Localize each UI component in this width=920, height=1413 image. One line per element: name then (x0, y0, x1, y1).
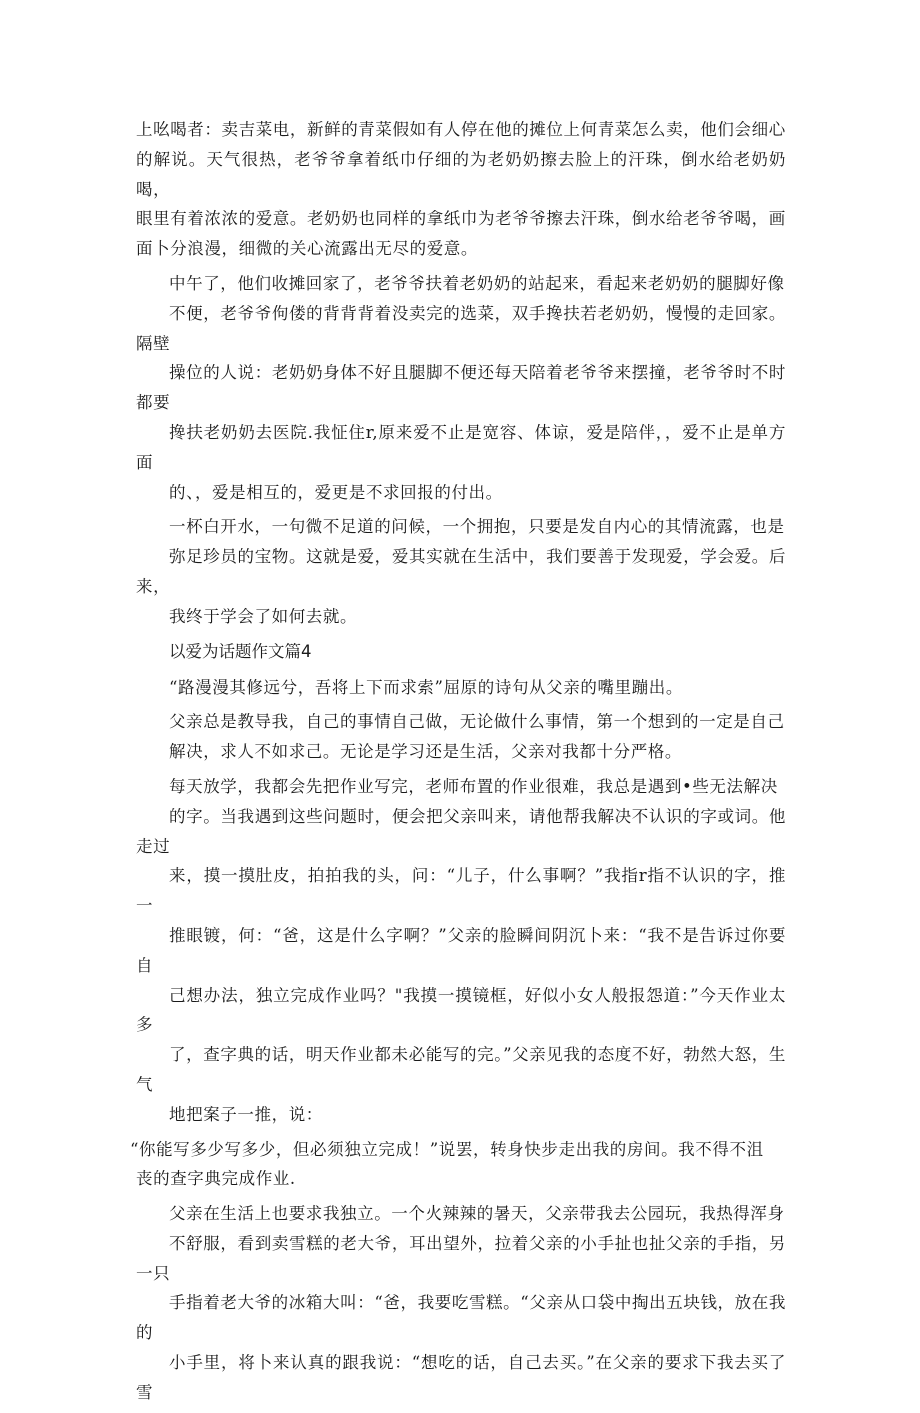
paragraph-2 (136, 269, 786, 507)
text-line: 地把案子一推，说： (169, 1104, 323, 1124)
text-line: 眼里有着浓浓的爱意。老奶奶也同样的拿纸巾为老爷爷擦去汗珠，倒水给老爷爷喝，画 (136, 209, 786, 229)
text-line: 一杯白开水，一句微不足道的问候，一个拥抱，只要是发自内心的其情流露，也是 (169, 517, 785, 537)
paragraph-6 (136, 772, 786, 1130)
text-line: “路漫漫其修远兮，吾将上下而求索”屈原的诗句从父亲的嘴里蹦出。 (169, 677, 683, 697)
text-line: 父亲总是教导我，自己的事情自己做，无论做什么事情，第一个想到的一定是自己 (169, 712, 785, 732)
paragraph-3 (136, 512, 786, 631)
paragraph-7 (130, 1135, 786, 1195)
text-line: 了，查字典的话，明天作业都未必能写的完。”父亲见我的态度不好，勃然大怒，生气 (136, 1045, 786, 1094)
text-line: 的字。当我遇到这些问题时，便会把父亲叫来，请他帮我解决不认识的字或词。他走过 (136, 806, 786, 856)
text-line: 每天放学，我都会先把作业写完，老师布置的作业很难，我总是遇到•些无法解决 (169, 776, 778, 796)
text-line: 解决，求人不如求己。无论是学习还是生活，父亲对我都十分严格。 (169, 742, 682, 762)
text-line: 己想办法，独立完成作业吗？"我摸一摸镜框，好似小女人般报怨道：”今天作业太多 (136, 985, 786, 1035)
text-line: 操位的人说：老奶奶身体不好且腿脚不便还每天陪着老爷爷来摆撞，老爷爷时不时都要 (136, 363, 786, 413)
text-line: 不便，老爷爷佝偻的背背背着没卖完的选菜，双手搀扶若老奶奶，慢慢的走回家。隔壁 (136, 303, 786, 353)
document-body (130, 115, 786, 1413)
paragraph-5 (136, 707, 786, 767)
text-line: “你能写多少写多少，但必须独立完成！”说罢，转身快步走出我的房间。我不得不沮 (130, 1139, 764, 1159)
text-line: 的解说。天气很热，老爷爷拿着纸巾仔细的为老奶奶擦去脸上的汗珠，倒水给老奶奶喝， (136, 149, 786, 199)
text-line: 丧的查字典完成作业. (136, 1169, 296, 1189)
text-line: 手指着老大爷的冰箱大叫：“爸，我要吃雪糕。“父亲从口袋中掏出五块钱，放在我的 (136, 1293, 786, 1343)
text-line: 的、，爱是相互的，爱更是不求回报的付出。 (169, 482, 503, 502)
text-line: 父亲在生活上也要求我独立。一个火辣辣的暑天，父亲带我去公园玩，我热得浑身 (169, 1204, 785, 1224)
section-heading: 以爱为话题作文篇4 (169, 641, 312, 661)
text-line: 弥足珍员的宝物。这就是爱，爱其实就在生活中，我们要善于发现爱，学会爱。后来， (136, 547, 786, 596)
text-line: 不舒服，看到卖雪糕的老大爷，耳出望外，拉着父亲的小手扯也扯父亲的手指，另一只 (136, 1233, 786, 1283)
text-line: 来，摸一摸肚皮，拍拍我的头，问：“儿子，什么事啊？”我指r指不认识的字，推一 (136, 866, 786, 916)
paragraph-4 (136, 673, 786, 703)
text-line: 我终于学会了如何去就。 (169, 606, 358, 626)
text-line: 上吆喝者：卖吉菜电，新鲜的青菜假如有人停在他的摊位上何青菜怎么卖，他们会细心 (136, 120, 786, 139)
text-line: 小手里，将卜来认真的跟我说：“想吃的话，自己去买。”在父亲的要求下我去买了雪 (136, 1353, 786, 1402)
text-line: 中午了，他们收摊回家了，老爷爷扶着老奶奶的站起来，看起来老奶奶的腿脚好像 (169, 273, 785, 293)
paragraph-8 (136, 1199, 786, 1408)
paragraph-1 (136, 115, 786, 264)
text-line: 推眼镀，何：“爸，这是什么字啊？”父亲的脸瞬间阴沉卜来：“我不是告诉过你要自 (136, 925, 786, 975)
text-line: 搀扶老奶奶去医院.我怔住r,原来爱不止是宽容、体谅，爱是陪伴，，爱不止是单方面 (136, 422, 786, 472)
text-line: 面卜分浪漫，细微的关心流露出无尽的爱意。 (136, 239, 478, 259)
